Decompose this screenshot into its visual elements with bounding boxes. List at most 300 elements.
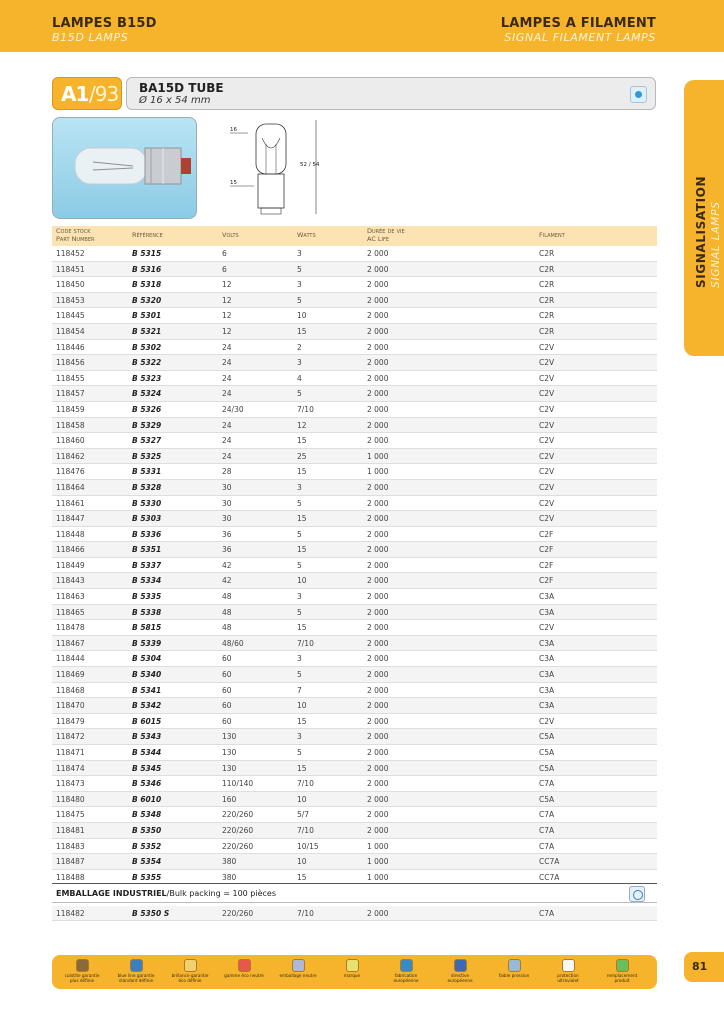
cell-watts: 10 [297,794,307,804]
table-row[interactable] [52,792,657,808]
cell-filament: C2F [539,560,554,570]
cell-volts: 12 [222,326,232,336]
cell-code: 118443 [56,576,85,586]
cell-volts: 220/260 [222,909,254,918]
table-row[interactable] [52,776,657,792]
cell-watts: 7/10 [297,909,314,918]
cell-filament: CC7A [539,872,560,882]
table-row[interactable] [52,854,657,870]
table-header [52,226,657,246]
cell-watts: 25 [297,451,307,461]
col-ref-header: Référence [132,231,163,239]
col-watts-header: Watts [297,231,316,239]
cell-watts: 10 [297,576,307,586]
cell-watts: 5 [297,607,302,617]
cell-filament: C2V [539,451,555,461]
cell-ref: B 5318 [132,280,162,290]
cell-code: 118488 [56,872,85,882]
table-row[interactable] [52,807,657,823]
cell-life: 2 000 [367,529,389,539]
side-tab-labels [686,88,724,288]
cell-code: 118444 [56,654,85,664]
cell-life: 2 000 [367,576,389,586]
cell-ref: B 5342 [132,701,162,711]
cell-volts: 60 [222,670,232,680]
legend-icon [346,959,359,972]
cell-filament: C2V [539,420,555,430]
cell-watts: 5 [297,560,302,570]
cell-life: 2 000 [367,685,389,695]
cell-filament: C2V [539,467,555,477]
cell-code: 118470 [56,701,85,711]
cell-code: 118483 [56,841,85,851]
cell-filament: C2V [539,482,555,492]
legend-item [330,959,374,978]
cell-filament: C2F [539,576,554,586]
cell-filament: C2R [539,295,555,305]
cell-ref: B 5350 [132,825,162,835]
cell-filament: C5A [539,732,555,742]
legend-icon [508,959,521,972]
table-row[interactable] [52,527,657,543]
cell-watts: 15 [297,763,307,773]
cell-watts: 3 [297,249,302,258]
cell-watts: 5 [297,389,302,399]
cell-volts: 60 [222,654,232,664]
cell-filament: C3A [539,607,555,617]
header-right [501,17,656,44]
page-number: 81 [692,960,708,973]
cell-life: 2 000 [367,825,389,835]
cell-ref: B 5329 [132,420,162,430]
cell-code: 118461 [56,498,85,508]
cell-ref: B 5331 [132,467,162,477]
cell-life: 2 000 [367,716,389,726]
cell-code: 118448 [56,529,85,539]
cell-volts: 380 [222,872,237,882]
cell-filament: C3A [539,701,555,711]
cell-code: 118459 [56,404,85,414]
legend-item [60,959,104,983]
bulk-section-header [52,883,657,903]
legend-item [276,959,320,978]
table-row[interactable] [52,418,657,434]
cell-volts: 12 [222,295,232,305]
side-tab-title: SIGNALISATION [694,175,708,288]
cell-code: 118474 [56,763,85,773]
cell-code: 118476 [56,467,85,477]
cell-ref: B 5321 [132,326,162,336]
cell-filament: C2V [539,514,555,524]
cell-code: 118450 [56,280,85,290]
cell-ref: B 5343 [132,732,162,742]
cell-volts: 6 [222,249,227,258]
cell-life: 2 000 [367,389,389,399]
cell-watts: 4 [297,373,302,383]
cell-watts: 3 [297,358,302,368]
section-title: LAMPES B15D [52,16,157,31]
cell-volts: 42 [222,560,232,570]
cell-volts: 60 [222,685,232,695]
cell-volts: 24 [222,436,232,446]
legend-icon [184,959,197,972]
header-band [0,0,724,52]
table-row[interactable] [52,542,657,558]
cell-filament: C2F [539,529,554,539]
cell-ref: B 5320 [132,295,162,305]
cell-life: 1 000 [367,857,389,867]
cell-code: 118480 [56,794,85,804]
cell-ref: B 5323 [132,373,162,383]
cell-life: 2 000 [367,249,389,258]
table-row[interactable] [52,620,657,636]
cell-ref: B 5302 [132,342,162,352]
cell-ref: B 5340 [132,670,162,680]
bulk-label: EMBALLAGE INDUSTRIEL/Bulk packing = 100 pièces [56,889,277,898]
cell-ref: B 5338 [132,607,162,617]
legend-icon [76,959,89,972]
product-title-bar [126,77,656,110]
cell-code: 118447 [56,514,85,524]
cell-watts: 7/10 [297,779,314,789]
legend-label: emballage neutre [279,973,317,978]
cell-ref: B 5348 [132,810,162,820]
legend-label: fabrication européenne [393,973,419,983]
cell-watts: 10/15 [297,841,319,851]
cell-ref: B 5350 S [132,909,170,918]
legend-icon [292,959,305,972]
cell-ref: B 5344 [132,748,162,757]
bulk-row[interactable] [52,906,657,921]
cell-filament: C2V [539,623,555,633]
table-row[interactable] [52,558,657,574]
cell-volts: 48 [222,592,232,602]
legend-label: faible pression [498,973,530,978]
cell-life: 2 000 [367,326,389,336]
legend-icon [454,959,467,972]
cell-code: 118468 [56,685,85,695]
cell-code: 118472 [56,732,85,742]
table-row[interactable] [52,667,657,683]
cell-volts: 24 [222,420,232,430]
cell-volts: 24 [222,451,232,461]
cell-filament: C5A [539,748,555,757]
cell-volts: 220/260 [222,841,254,851]
cell-ref: B 5322 [132,358,162,368]
cell-watts: 15 [297,436,307,446]
legend-item [114,959,158,983]
cell-life: 2 000 [367,654,389,664]
cell-watts: 15 [297,514,307,524]
cell-watts: 12 [297,420,307,430]
legend-item [492,959,536,978]
legend-icon [616,959,629,972]
cell-volts: 12 [222,280,232,290]
product-code-main: A1 [61,82,89,106]
dim-top-label: 16 [230,127,237,133]
cell-code: 118462 [56,451,85,461]
col-filament-header: Filament [539,231,565,239]
cell-code: 118467 [56,638,85,648]
cell-filament: C3A [539,654,555,664]
table-row[interactable] [52,745,657,761]
cell-life: 2 000 [367,404,389,414]
legend-item [438,959,482,983]
table-row[interactable] [52,480,657,496]
cell-watts: 3 [297,654,302,664]
table-row[interactable] [52,433,657,449]
cell-life: 2 000 [367,794,389,804]
cell-life: 2 000 [367,264,389,274]
col-life-header: Durée de vie AC Life [367,227,405,243]
cell-filament: C2V [539,436,555,446]
cell-volts: 48 [222,623,232,633]
dim-height-label: 52 / 54 [300,162,320,168]
legend-label: culot/te garantie plus définie [64,973,100,983]
table-row[interactable] [52,277,657,293]
table-row[interactable] [52,293,657,309]
cell-life: 2 000 [367,311,389,321]
cell-filament: C7A [539,779,555,789]
cell-ref: B 5815 [132,623,162,633]
cell-life: 1 000 [367,467,389,477]
cell-filament: C2V [539,373,555,383]
cell-filament: C2V [539,498,555,508]
table-row[interactable] [52,651,657,667]
cell-ref: B 5351 [132,545,162,555]
cell-volts: 6 [222,264,227,274]
cell-volts: 12 [222,311,232,321]
product-code-sub: /93 [89,82,119,106]
cell-filament: C2R [539,249,555,258]
cell-watts: 3 [297,280,302,290]
legend-label: protection ultraviolet [557,973,579,983]
cell-life: 2 000 [367,810,389,820]
cell-watts: 7/10 [297,825,314,835]
cell-life: 2 000 [367,909,389,918]
cell-volts: 130 [222,763,237,773]
legend-label: remplacement produit [606,973,638,983]
cell-code: 118465 [56,607,85,617]
table-row[interactable] [52,324,657,340]
cell-watts: 7 [297,685,302,695]
cell-ref: B 5334 [132,576,162,586]
col-code-header: Code stock Part Number [56,227,95,243]
cell-volts: 220/260 [222,810,254,820]
cell-watts: 2 [297,342,302,352]
cell-ref: B 5324 [132,389,162,399]
table-row[interactable] [52,714,657,730]
cell-filament: C2V [539,358,555,368]
cell-ref: B 5326 [132,404,162,414]
table-row[interactable] [52,386,657,402]
col-volts-header: Volts [222,231,239,239]
cell-filament: C3A [539,685,555,695]
cell-watts: 5 [297,295,302,305]
cell-life: 2 000 [367,342,389,352]
cell-volts: 60 [222,701,232,711]
cell-filament: C7A [539,909,555,918]
cell-filament: C2R [539,311,555,321]
cell-code: 118446 [56,342,85,352]
cell-code: 118473 [56,779,85,789]
cell-watts: 5 [297,670,302,680]
cell-volts: 28 [222,467,232,477]
product-name: BA15D TUBE [139,81,224,95]
table-row[interactable] [52,823,657,839]
cell-ref: B 5346 [132,779,162,789]
legend-icon [238,959,251,972]
cell-watts: 15 [297,326,307,336]
cell-code: 118475 [56,810,85,820]
table-row[interactable] [52,636,657,652]
product-table [52,226,657,885]
cell-life: 2 000 [367,607,389,617]
cell-life: 2 000 [367,560,389,570]
header-left [52,17,157,44]
legend-item [222,959,266,978]
table-row[interactable] [52,355,657,371]
cell-filament: C7A [539,825,555,835]
cell-ref: B 5315 [132,249,162,258]
cell-ref: B 5337 [132,560,162,570]
table-row[interactable] [52,246,657,262]
cell-life: 2 000 [367,670,389,680]
cell-code: 118460 [56,436,85,446]
table-row[interactable] [52,511,657,527]
cell-filament: CC7A [539,857,560,867]
cell-ref: B 5352 [132,841,162,851]
table-row[interactable] [52,496,657,512]
cell-filament: C5A [539,794,555,804]
product-code-badge [52,77,122,110]
cell-watts: 10 [297,857,307,867]
table-row[interactable] [52,839,657,855]
product-photo [52,117,197,219]
cell-code: 118479 [56,716,85,726]
bulk-package-icon [629,886,645,902]
table-row[interactable] [52,573,657,589]
cell-code: 118457 [56,389,85,399]
cell-watts: 5 [297,498,302,508]
cell-code: 118466 [56,545,85,555]
cell-volts: 220/260 [222,825,254,835]
cell-volts: 30 [222,482,232,492]
legend-label: blue line garantie standard définie [117,973,155,983]
cell-filament: C2R [539,264,555,274]
cell-ref: B 6015 [132,716,162,726]
cell-life: 2 000 [367,420,389,430]
cell-watts: 5 [297,264,302,274]
side-tab-subtitle: SIGNAL LAMPS [710,201,722,288]
legend-label: marque [343,973,361,978]
table-row[interactable] [52,464,657,480]
cell-ref: B 5336 [132,529,162,539]
cell-volts: 36 [222,529,232,539]
cell-code: 118481 [56,825,85,835]
cell-ref: B 5316 [132,264,162,274]
cell-watts: 15 [297,545,307,555]
cell-watts: 15 [297,716,307,726]
cell-filament: C2F [539,545,554,555]
dim-base-label: 15 [230,180,237,186]
cell-code: 118445 [56,311,85,321]
table-row[interactable] [52,262,657,278]
cell-filament: C2V [539,716,555,726]
cell-code: 118455 [56,373,85,383]
cell-filament: C3A [539,638,555,648]
cell-filament: C2V [539,342,555,352]
cell-filament: C3A [539,670,555,680]
cell-watts: 3 [297,732,302,742]
section-subtitle: B15D LAMPS [52,31,129,44]
cell-life: 2 000 [367,592,389,602]
table-row[interactable] [52,683,657,699]
table-row[interactable] [52,761,657,777]
cell-volts: 48/60 [222,638,244,648]
cell-life: 2 000 [367,295,389,305]
product-dimensions: Ø 16 x 54 mm [139,95,211,106]
legend-icon [130,959,143,972]
cell-volts: 380 [222,857,237,867]
cell-life: 2 000 [367,779,389,789]
cell-ref: B 5327 [132,436,162,446]
cell-volts: 30 [222,514,232,524]
cell-code: 118452 [56,249,85,258]
cell-watts: 3 [297,482,302,492]
legend-item [384,959,428,983]
cell-ref: B 5335 [132,592,162,602]
legend-icon [400,959,413,972]
cell-life: 2 000 [367,280,389,290]
cell-code: 118469 [56,670,85,680]
cell-code: 118478 [56,623,85,633]
table-row[interactable] [52,340,657,356]
cell-volts: 24 [222,373,232,383]
table-row[interactable] [52,449,657,465]
category-subtitle: SIGNAL FILAMENT LAMPS [504,31,656,44]
table-row[interactable] [52,371,657,387]
table-row[interactable] [52,589,657,605]
table-row[interactable] [52,605,657,621]
cell-watts: 15 [297,623,307,633]
cell-life: 2 000 [367,358,389,368]
cell-life: 2 000 [367,498,389,508]
cell-ref: B 5354 [132,857,162,867]
table-row[interactable] [52,402,657,418]
cell-life: 2 000 [367,545,389,555]
legend-icon [562,959,575,972]
table-row[interactable] [52,308,657,324]
cell-code: 118449 [56,560,85,570]
cell-volts: 160 [222,794,237,804]
cell-watts: 5 [297,529,302,539]
cell-watts: 7/10 [297,638,314,648]
cell-ref: B 6010 [132,794,162,804]
cell-volts: 30 [222,498,232,508]
cell-life: 1 000 [367,841,389,851]
cell-code: 118451 [56,264,85,274]
cell-ref: B 5325 [132,451,162,461]
cell-life: 1 000 [367,872,389,882]
cell-watts: 10 [297,701,307,711]
cell-life: 2 000 [367,623,389,633]
legend-label: brillance garantie éco définie [171,973,209,983]
table-row[interactable] [52,698,657,714]
table-row[interactable] [52,729,657,745]
cell-ref: B 5339 [132,638,162,648]
cell-code: 118456 [56,358,85,368]
